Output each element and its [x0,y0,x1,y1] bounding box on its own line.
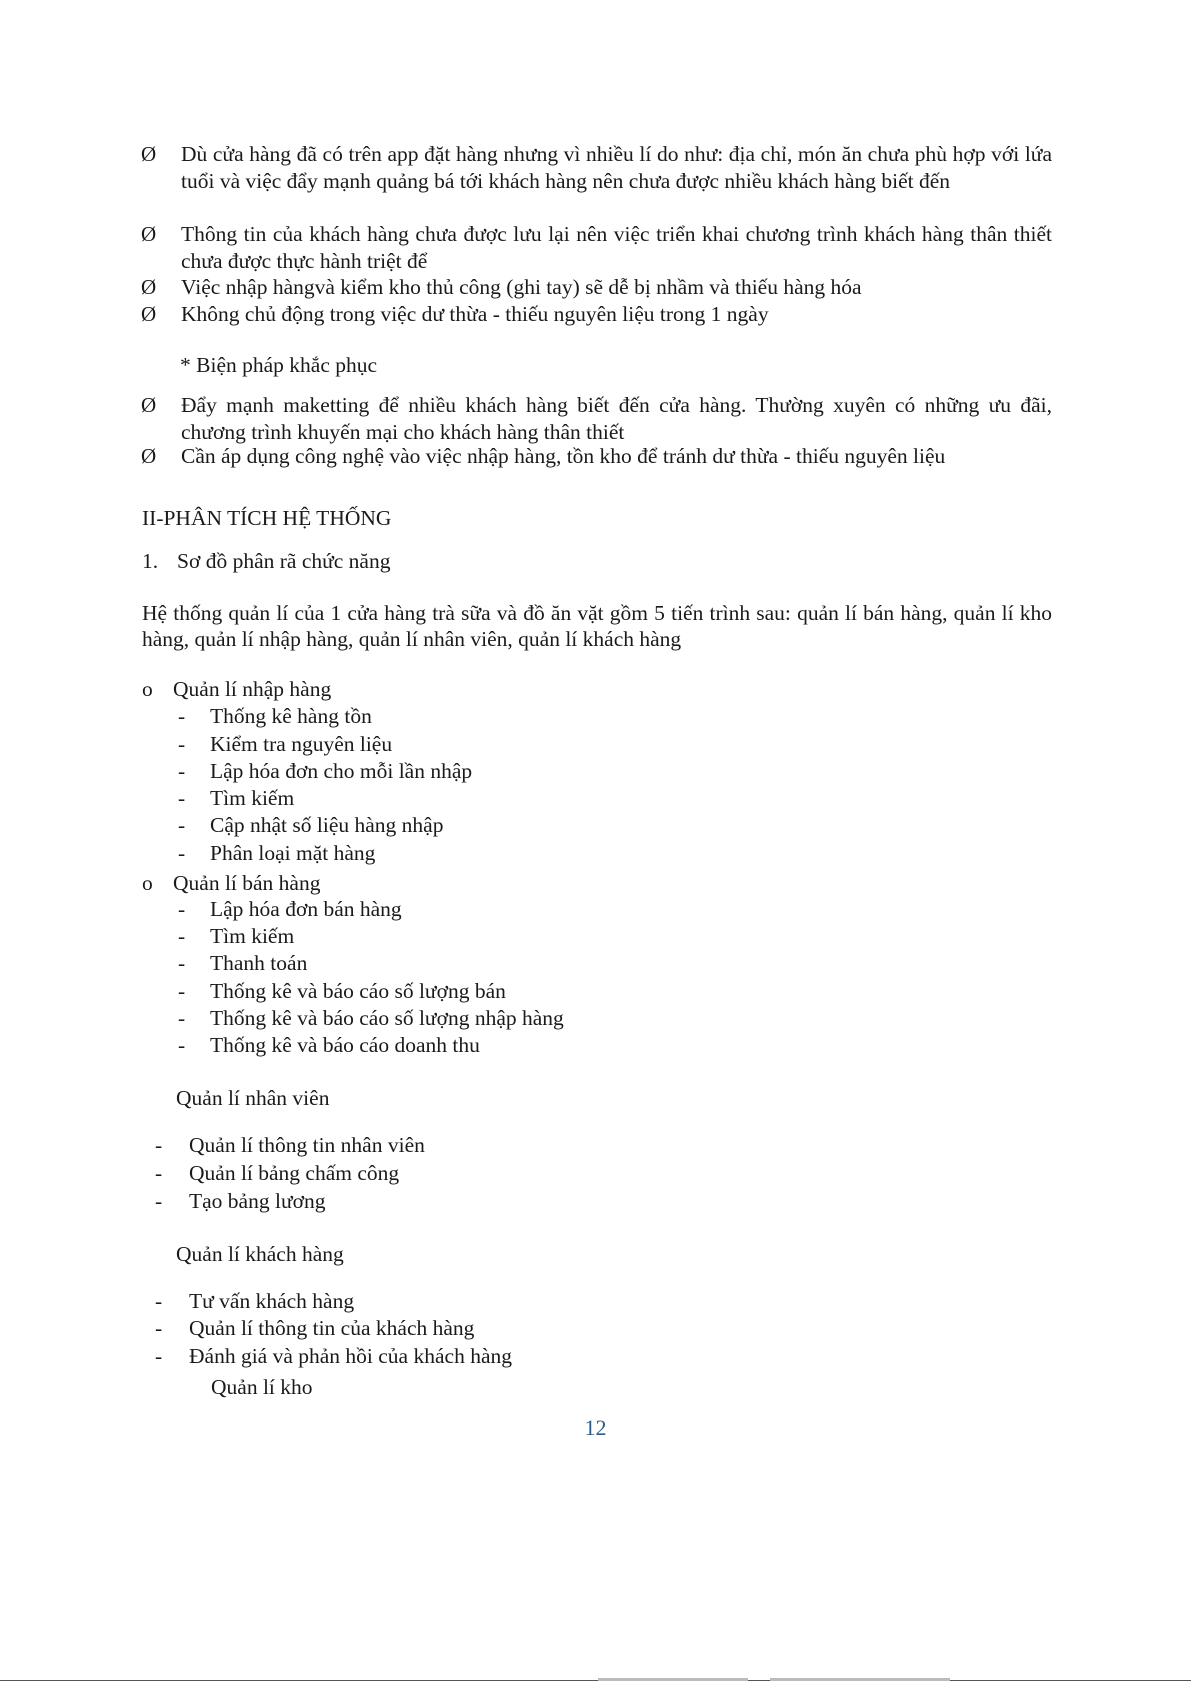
group-item: Tạo bảng lương [189,1189,326,1213]
subsection-number: 1. [142,549,159,573]
group-item: Tìm kiếm [210,786,295,810]
dash-mark: - [155,1161,163,1185]
bullet-mark: Ø [141,393,157,417]
dash-mark: - [155,1133,163,1157]
dash-mark: - [155,1189,163,1213]
bullet-mark: Ø [141,302,157,326]
group-item: Đánh giá và phản hồi của khách hàng [189,1344,512,1368]
problem-item: Dù cửa hàng đã có trên app đặt hàng nhưng vì nhiều lí do như: địa chỉ, món ăn chưa phù hợp với lứa tuổi và việc đẩy mạnh quảng bá tới khách hàng nên chưa được nhiều khách hàng biết đến [181,142,1052,193]
group-title: Quản lí nhân viên [176,1086,330,1110]
dash-mark: - [178,813,186,837]
dash-mark: - [178,1033,186,1057]
group-item: Quản lí thông tin của khách hàng [189,1316,475,1340]
bullet-mark: Ø [141,275,157,299]
dash-mark: - [178,786,186,810]
dash-mark: - [178,979,186,1003]
group-item: Tìm kiếm [210,924,295,948]
group-item: Cập nhật số liệu hàng nhập [210,813,444,837]
problem-item: Việc nhập hàngvà kiểm kho thủ công (ghi tay) sẽ dễ bị nhầm và thiếu hàng hóa [181,275,862,299]
group-item: Tư vấn khách hàng [189,1289,355,1313]
subsection-title: Sơ đồ phân rã chức năng [177,549,391,573]
dash-mark: - [178,759,186,783]
bullet-mark: Ø [141,142,157,166]
page-number: 12 [584,1415,607,1440]
group-title: Quản lí bán hàng [173,871,321,895]
footer-rule [0,1680,1191,1681]
dash-mark: - [178,704,186,728]
dash-mark: - [155,1289,163,1313]
dash-mark: - [178,924,186,948]
section-heading: II-PHÂN TÍCH HỆ THỐNG [142,506,392,530]
dash-mark: - [155,1316,163,1340]
dash-mark: - [178,1006,186,1030]
remedy-heading: * Biện pháp khắc phục [180,353,378,377]
group-item: Thống kê và báo cáo doanh thu [210,1033,480,1057]
group-item: Quản lí bảng chấm công [189,1161,400,1185]
footer-ghost-text [598,1678,748,1681]
group-title: Quản lí nhập hàng [173,677,332,701]
group-item: Thống kê hàng tồn [210,704,372,728]
group-mark: o [142,871,153,895]
group-item: Kiểm tra nguyên liệu [210,732,393,756]
bullet-mark: Ø [141,444,157,468]
problem-item: Thông tin của khách hàng chưa được lưu lại nên việc triển khai chương trình khách hàng thân thiết chưa được thực hành triệt để [181,222,1052,273]
group-item: Thống kê và báo cáo số lượng nhập hàng [210,1006,564,1030]
dash-mark: - [155,1344,163,1368]
intro-paragraph: Hệ thống quản lí của 1 cửa hàng trà sữa và đồ ăn vặt gồm 5 tiến trình sau: quản lí bán hàng, quản lí kho hàng, quản lí nhập hàng, quản lí nhân viên, quản lí khách hàng [142,601,1052,651]
problem-item: Không chủ động trong việc dư thừa - thiếu nguyên liệu trong 1 ngày [181,302,769,326]
remedy-item: Cần áp dụng công nghệ vào việc nhập hàng, tồn kho để tránh dư thừa - thiếu nguyên liệu [181,444,946,468]
dash-mark: - [178,951,186,975]
remedy-item: Đẩy mạnh maketting để nhiều khách hàng biết đến cửa hàng. Thường xuyên có những ưu đãi, chương trình khuyến mại cho khách hàng thân thiết [181,393,1052,444]
group-item: Thống kê và báo cáo số lượng bán [210,979,506,1003]
group-item: Quản lí thông tin nhân viên [189,1133,425,1157]
group-item: Phân loại mặt hàng [210,841,376,865]
footer-ghost-text [770,1678,950,1681]
bullet-mark: Ø [141,222,157,246]
group-item: Lập hóa đơn cho mỗi lần nhập [210,759,473,783]
group-item: Thanh toán [210,951,308,975]
group-item: Lập hóa đơn bán hàng [210,897,402,921]
dash-mark: - [178,841,186,865]
dash-mark: - [178,732,186,756]
warehouse-heading: Quản lí kho [211,1375,313,1399]
group-title: Quản lí khách hàng [176,1242,344,1266]
group-mark: o [142,677,153,701]
dash-mark: - [178,897,186,921]
